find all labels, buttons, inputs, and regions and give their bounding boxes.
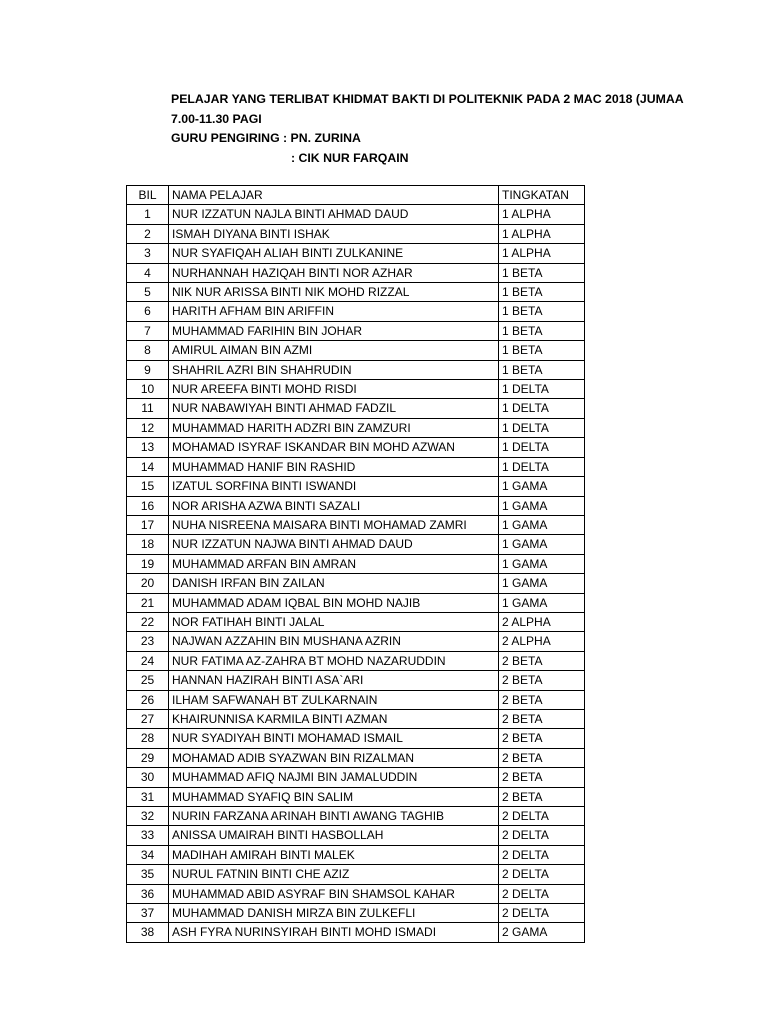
row-number-cell: 34 bbox=[127, 845, 169, 864]
table-row bbox=[127, 923, 585, 942]
class-level-cell: 2 DELTA bbox=[499, 904, 585, 923]
table-body bbox=[127, 205, 585, 942]
student-name-cell: NUR SYADIYAH BINTI MOHAMAD ISMAIL bbox=[169, 729, 499, 748]
student-name-cell: ISMAH DIYANA BINTI ISHAK bbox=[169, 224, 499, 243]
student-name-cell: NUR NABAWIYAH BINTI AHMAD FADZIL bbox=[169, 399, 499, 418]
table-row bbox=[127, 360, 585, 379]
student-name-cell: AMIRUL AIMAN BIN AZMI bbox=[169, 341, 499, 360]
student-name-cell: IZATUL SORFINA BINTI ISWANDI bbox=[169, 477, 499, 496]
table-row bbox=[127, 690, 585, 709]
table-row bbox=[127, 321, 585, 340]
table-row bbox=[127, 535, 585, 554]
student-name-cell: MUHAMMAD ARFAN BIN AMRAN bbox=[169, 554, 499, 573]
table-row bbox=[127, 651, 585, 670]
row-number-cell: 23 bbox=[127, 632, 169, 651]
column-header-level: TINGKATAN bbox=[499, 186, 585, 205]
student-name-cell: NOR FATIHAH BINTI JALAL bbox=[169, 612, 499, 631]
class-level-cell: 2 DELTA bbox=[499, 826, 585, 845]
class-level-cell: 1 DELTA bbox=[499, 457, 585, 476]
row-number-cell: 3 bbox=[127, 244, 169, 263]
row-number-cell: 2 bbox=[127, 224, 169, 243]
row-number-cell: 1 bbox=[127, 205, 169, 224]
class-level-cell: 2 DELTA bbox=[499, 845, 585, 864]
header-teacher: GURU PENGIRING : PN. ZURINA bbox=[171, 131, 361, 145]
class-level-cell: 1 BETA bbox=[499, 283, 585, 302]
student-name-cell: MUHAMMAD HANIF BIN RASHID bbox=[169, 457, 499, 476]
student-name-cell: MADIHAH AMIRAH BINTI MALEK bbox=[169, 845, 499, 864]
class-level-cell: 1 GAMA bbox=[499, 535, 585, 554]
class-level-cell: 1 DELTA bbox=[499, 399, 585, 418]
student-name-cell: ANISSA UMAIRAH BINTI HASBOLLAH bbox=[169, 826, 499, 845]
table-row bbox=[127, 205, 585, 224]
table-row bbox=[127, 845, 585, 864]
class-level-cell: 1 GAMA bbox=[499, 574, 585, 593]
student-name-cell: NOR ARISHA AZWA BINTI SAZALI bbox=[169, 496, 499, 515]
student-name-cell: HARITH AFHAM BIN ARIFFIN bbox=[169, 302, 499, 321]
student-name-cell: NIK NUR ARISSA BINTI NIK MOHD RIZZAL bbox=[169, 283, 499, 302]
student-name-cell: KHAIRUNNISA KARMILA BINTI AZMAN bbox=[169, 709, 499, 728]
class-level-cell: 1 BETA bbox=[499, 321, 585, 340]
class-level-cell: 1 ALPHA bbox=[499, 205, 585, 224]
table-row bbox=[127, 302, 585, 321]
row-number-cell: 12 bbox=[127, 418, 169, 437]
row-number-cell: 25 bbox=[127, 671, 169, 690]
class-level-cell: 2 BETA bbox=[499, 748, 585, 767]
student-name-cell: ILHAM SAFWANAH BT ZULKARNAIN bbox=[169, 690, 499, 709]
row-number-cell: 32 bbox=[127, 807, 169, 826]
student-name-cell: MUHAMMAD SYAFIQ BIN SALIM bbox=[169, 787, 499, 806]
student-name-cell: NURIN FARZANA ARINAH BINTI AWANG TAGHIB bbox=[169, 807, 499, 826]
table-header-row bbox=[127, 186, 585, 205]
student-name-cell: NURHANNAH HAZIQAH BINTI NOR AZHAR bbox=[169, 263, 499, 282]
row-number-cell: 26 bbox=[127, 690, 169, 709]
row-number-cell: 33 bbox=[127, 826, 169, 845]
class-level-cell: 2 BETA bbox=[499, 787, 585, 806]
table-row bbox=[127, 826, 585, 845]
student-name-cell: MOHAMAD ADIB SYAZWAN BIN RIZALMAN bbox=[169, 748, 499, 767]
row-number-cell: 31 bbox=[127, 787, 169, 806]
table-row bbox=[127, 457, 585, 476]
row-number-cell: 20 bbox=[127, 574, 169, 593]
row-number-cell: 21 bbox=[127, 593, 169, 612]
header-teacher-2: : CIK NUR FARQAIN bbox=[291, 150, 409, 165]
table-row bbox=[127, 399, 585, 418]
table-row bbox=[127, 515, 585, 534]
student-name-cell: NUR IZZATUN NAJLA BINTI AHMAD DAUD bbox=[169, 205, 499, 224]
row-number-cell: 10 bbox=[127, 380, 169, 399]
class-level-cell: 2 ALPHA bbox=[499, 632, 585, 651]
student-name-cell: NUR IZZATUN NAJWA BINTI AHMAD DAUD bbox=[169, 535, 499, 554]
table-row bbox=[127, 768, 585, 787]
student-name-cell: MUHAMMAD DANISH MIRZA BIN ZULKEFLI bbox=[169, 904, 499, 923]
table-row bbox=[127, 554, 585, 573]
table-row bbox=[127, 380, 585, 399]
student-name-cell: HANNAN HAZIRAH BINTI ASA`ARI bbox=[169, 671, 499, 690]
row-number-cell: 6 bbox=[127, 302, 169, 321]
table-row bbox=[127, 748, 585, 767]
table-row bbox=[127, 807, 585, 826]
class-level-cell: 2 BETA bbox=[499, 671, 585, 690]
table-row bbox=[127, 283, 585, 302]
student-name-cell: NUR SYAFIQAH ALIAH BINTI ZULKANINE bbox=[169, 244, 499, 263]
class-level-cell: 2 BETA bbox=[499, 709, 585, 728]
header-title: PELAJAR YANG TERLIBAT KHIDMAT BAKTI DI POLITEKNIK PADA 2 MAC 2018 (JUMAA bbox=[171, 92, 684, 106]
table-row bbox=[127, 612, 585, 631]
table-row bbox=[127, 904, 585, 923]
row-number-cell: 24 bbox=[127, 651, 169, 670]
student-name-cell: DANISH IRFAN BIN ZAILAN bbox=[169, 574, 499, 593]
class-level-cell: 1 DELTA bbox=[499, 380, 585, 399]
class-level-cell: 2 BETA bbox=[499, 768, 585, 787]
row-number-cell: 4 bbox=[127, 263, 169, 282]
class-level-cell: 1 DELTA bbox=[499, 418, 585, 437]
class-level-cell: 2 BETA bbox=[499, 651, 585, 670]
class-level-cell: 1 GAMA bbox=[499, 593, 585, 612]
student-name-cell: NUR AREEFA BINTI MOHD RISDI bbox=[169, 380, 499, 399]
table-row bbox=[127, 263, 585, 282]
student-name-cell: MUHAMMAD FARIHIN BIN JOHAR bbox=[169, 321, 499, 340]
student-name-cell: MUHAMMAD ABID ASYRAF BIN SHAMSOL KAHAR bbox=[169, 884, 499, 903]
row-number-cell: 16 bbox=[127, 496, 169, 515]
class-level-cell: 1 GAMA bbox=[499, 496, 585, 515]
table-row bbox=[127, 496, 585, 515]
table-row bbox=[127, 787, 585, 806]
row-number-cell: 19 bbox=[127, 554, 169, 573]
class-level-cell: 1 ALPHA bbox=[499, 244, 585, 263]
column-header-name: NAMA PELAJAR bbox=[169, 186, 499, 205]
document-header bbox=[171, 90, 761, 168]
table-row bbox=[127, 224, 585, 243]
row-number-cell: 27 bbox=[127, 709, 169, 728]
table-row bbox=[127, 244, 585, 263]
class-level-cell: 2 BETA bbox=[499, 729, 585, 748]
class-level-cell: 1 BETA bbox=[499, 360, 585, 379]
row-number-cell: 7 bbox=[127, 321, 169, 340]
row-number-cell: 14 bbox=[127, 457, 169, 476]
table-row bbox=[127, 477, 585, 496]
row-number-cell: 22 bbox=[127, 612, 169, 631]
student-name-cell: SHAHRIL AZRI BIN SHAHRUDIN bbox=[169, 360, 499, 379]
table-row bbox=[127, 632, 585, 651]
table-row bbox=[127, 418, 585, 437]
row-number-cell: 29 bbox=[127, 748, 169, 767]
table-row bbox=[127, 593, 585, 612]
student-name-cell: MUHAMMAD HARITH ADZRI BIN ZAMZURI bbox=[169, 418, 499, 437]
row-number-cell: 28 bbox=[127, 729, 169, 748]
class-level-cell: 1 BETA bbox=[499, 341, 585, 360]
student-name-cell: NAJWAN AZZAHIN BIN MUSHANA AZRIN bbox=[169, 632, 499, 651]
row-number-cell: 5 bbox=[127, 283, 169, 302]
row-number-cell: 11 bbox=[127, 399, 169, 418]
row-number-cell: 35 bbox=[127, 865, 169, 884]
header-time: 7.00-11.30 PAGI bbox=[171, 111, 262, 126]
student-name-cell: ASH FYRA NURINSYIRAH BINTI MOHD ISMADI bbox=[169, 923, 499, 942]
row-number-cell: 17 bbox=[127, 515, 169, 534]
row-number-cell: 38 bbox=[127, 923, 169, 942]
class-level-cell: 2 GAMA bbox=[499, 923, 585, 942]
row-number-cell: 37 bbox=[127, 904, 169, 923]
class-level-cell: 1 GAMA bbox=[499, 515, 585, 534]
table-row bbox=[127, 438, 585, 457]
class-level-cell: 1 GAMA bbox=[499, 554, 585, 573]
class-level-cell: 2 DELTA bbox=[499, 807, 585, 826]
class-level-cell: 1 ALPHA bbox=[499, 224, 585, 243]
column-header-bil: BIL bbox=[127, 186, 169, 205]
table-row bbox=[127, 729, 585, 748]
student-name-cell: NUR FATIMA AZ-ZAHRA BT MOHD NAZARUDDIN bbox=[169, 651, 499, 670]
class-level-cell: 1 GAMA bbox=[499, 477, 585, 496]
table-row bbox=[127, 865, 585, 884]
class-level-cell: 2 BETA bbox=[499, 690, 585, 709]
table-row bbox=[127, 574, 585, 593]
row-number-cell: 36 bbox=[127, 884, 169, 903]
class-level-cell: 1 BETA bbox=[499, 302, 585, 321]
row-number-cell: 13 bbox=[127, 438, 169, 457]
row-number-cell: 30 bbox=[127, 768, 169, 787]
class-level-cell: 1 BETA bbox=[499, 263, 585, 282]
class-level-cell: 2 DELTA bbox=[499, 865, 585, 884]
class-level-cell: 2 DELTA bbox=[499, 884, 585, 903]
student-name-cell: NUHA NISREENA MAISARA BINTI MOHAMAD ZAMRI bbox=[169, 515, 499, 534]
table-row bbox=[127, 671, 585, 690]
table-row bbox=[127, 884, 585, 903]
student-name-cell: MOHAMAD ISYRAF ISKANDAR BIN MOHD AZWAN bbox=[169, 438, 499, 457]
row-number-cell: 18 bbox=[127, 535, 169, 554]
row-number-cell: 15 bbox=[127, 477, 169, 496]
student-table bbox=[126, 185, 585, 943]
student-name-cell: MUHAMMAD ADAM IQBAL BIN MOHD NAJIB bbox=[169, 593, 499, 612]
table-row bbox=[127, 709, 585, 728]
row-number-cell: 9 bbox=[127, 360, 169, 379]
row-number-cell: 8 bbox=[127, 341, 169, 360]
class-level-cell: 2 ALPHA bbox=[499, 612, 585, 631]
student-name-cell: MUHAMMAD AFIQ NAJMI BIN JAMALUDDIN bbox=[169, 768, 499, 787]
student-name-cell: NURUL FATNIN BINTI CHE AZIZ bbox=[169, 865, 499, 884]
class-level-cell: 1 DELTA bbox=[499, 438, 585, 457]
table-row bbox=[127, 341, 585, 360]
